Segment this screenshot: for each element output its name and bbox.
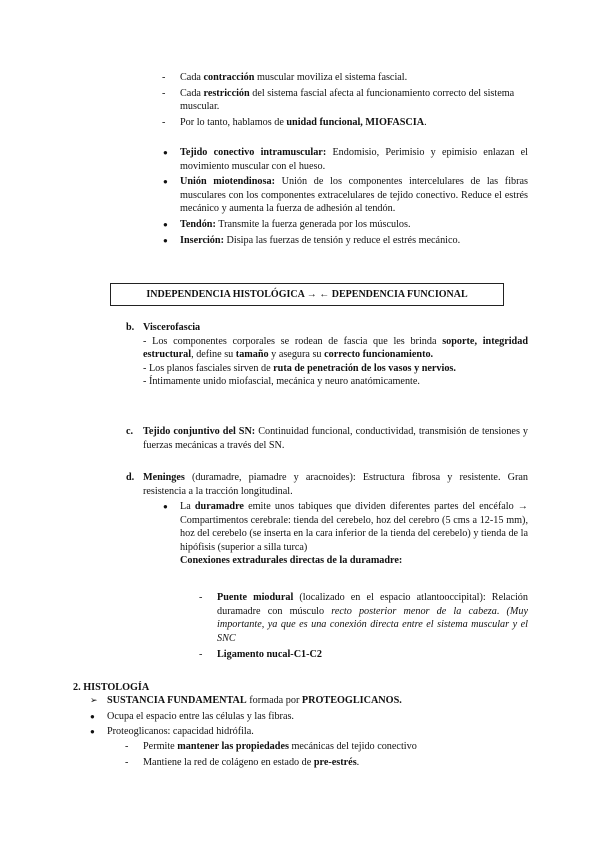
bullet-ocupa-espacio: ● Ocupa el espacio entre las células y las fibras. xyxy=(107,710,527,724)
histologia-heading: 2. HISTOLOGÍA xyxy=(73,682,150,693)
tissue-bullet-list xyxy=(180,146,528,247)
section-b-letter: b. xyxy=(126,322,135,333)
section-b-paragraph-2: - Los planos fasciales sirven de ruta de penetración de los vasos y nervios. xyxy=(143,362,456,374)
intro-dash-1: - Cada contracción muscular moviliza el sistema fascial. xyxy=(180,71,528,85)
histologia-list xyxy=(107,694,527,739)
intro-dash-list xyxy=(180,71,528,129)
bullet-tejido-intramuscular: ● Tejido conectivo intramuscular: Endomisio, Perimisio y epimisio enlazan el movimiento muscular con el hueso. xyxy=(180,146,528,173)
bullet-tendon: ● Tendón: Transmite la fuerza generada por los músculos. xyxy=(180,218,528,232)
section-b-title: Viscerofascia xyxy=(143,322,201,333)
section-b xyxy=(143,321,528,389)
sustancia-fundamental-item: ➢ SUSTANCIA FUNDAMENTAL formada por PROTEOGLICANOS. xyxy=(107,694,527,708)
bullet-duramadre: ● La duramadre emite unos tabiques que dividen diferentes partes del encéfalo → Compartimentos cerebrale: tienda del cerebelo, hoz del cerebro (5 cms a 12-15 mm), hoz del cerebelo (se inserta en la cara inferior de la tienda del cerebelo) y tienda de la hipófisis (superior a silla turca) xyxy=(180,500,528,554)
dash-mantener-propiedades: - Permite mantener las propiedades mecánicas del tejido conectivo xyxy=(143,740,528,754)
section-d-letter: d. xyxy=(126,472,135,483)
bullet-proteoglicanos: ● Proteoglicanos: capacidad hidrófila. xyxy=(107,725,527,739)
conexion-ligamento-nucal: - Ligamento nucal-C1-C2 xyxy=(217,648,528,662)
section-c: Tejido conjuntivo del SN: Continuidad funcional, conductividad, transmisión de tensiones y fuerzas mecánicas a través del SN. xyxy=(143,426,528,451)
section-b-paragraph-1: - Los componentes corporales se rodean de fascia que les brinda soporte, integridad estructural, define su tamaño y asegura su correcto funcionamiento. xyxy=(143,335,528,361)
section-b-paragraph-3: - Íntimamente unido miofascial, mecánica y neuro anatómicamente. xyxy=(143,376,420,388)
section-c-letter: c. xyxy=(126,426,134,437)
duramadre-block xyxy=(180,500,528,568)
intro-dash-3: - Por lo tanto, hablamos de unidad funcional, MIOFASCIA. xyxy=(180,116,528,130)
conexiones-list xyxy=(217,591,528,662)
conexiones-title: Conexiones extradurales directas de la duramadre: xyxy=(180,555,403,567)
dependence-banner: INDEPENDENCIA HISTOLÓGICA → ← DEPENDENCIA FUNCIONAL xyxy=(110,283,504,306)
proteoglicanos-dash-list xyxy=(143,740,528,769)
bullet-insercion: ● Inserción: Disipa las fuerzas de tensión y reduce el estrés mecánico. xyxy=(180,234,528,248)
bullet-union-miotendinosa: ● Unión miotendinosa: Unión de los componentes intercelulares de las fibras musculares con los componentes extracelulares de tejido conectivo. Reduce el estrés mecánico y aumenta la fuerza de adhesión al tendón. xyxy=(180,175,528,216)
intro-dash-2: - Cada restricción del sistema fascial afecta al funcionamiento correcto del sistema muscular. xyxy=(180,87,528,114)
conexion-puente-miodural: - Puente miodural (localizado en el espacio atlantooccipital): Relación duramadre con músculo recto posterior menor de la cabeza. (Muy importante, ya que es una conexión directa entre el sistema muscular y el SNC xyxy=(217,591,528,645)
dash-red-colageno: - Mantiene la red de colágeno en estado de pre-estrés. xyxy=(143,756,528,770)
section-d: Meninges (duramadre, piamadre y aracnoides): Estructura fibrosa y resistente. Gran resistencia a la tracción longitudinal. xyxy=(143,472,528,497)
